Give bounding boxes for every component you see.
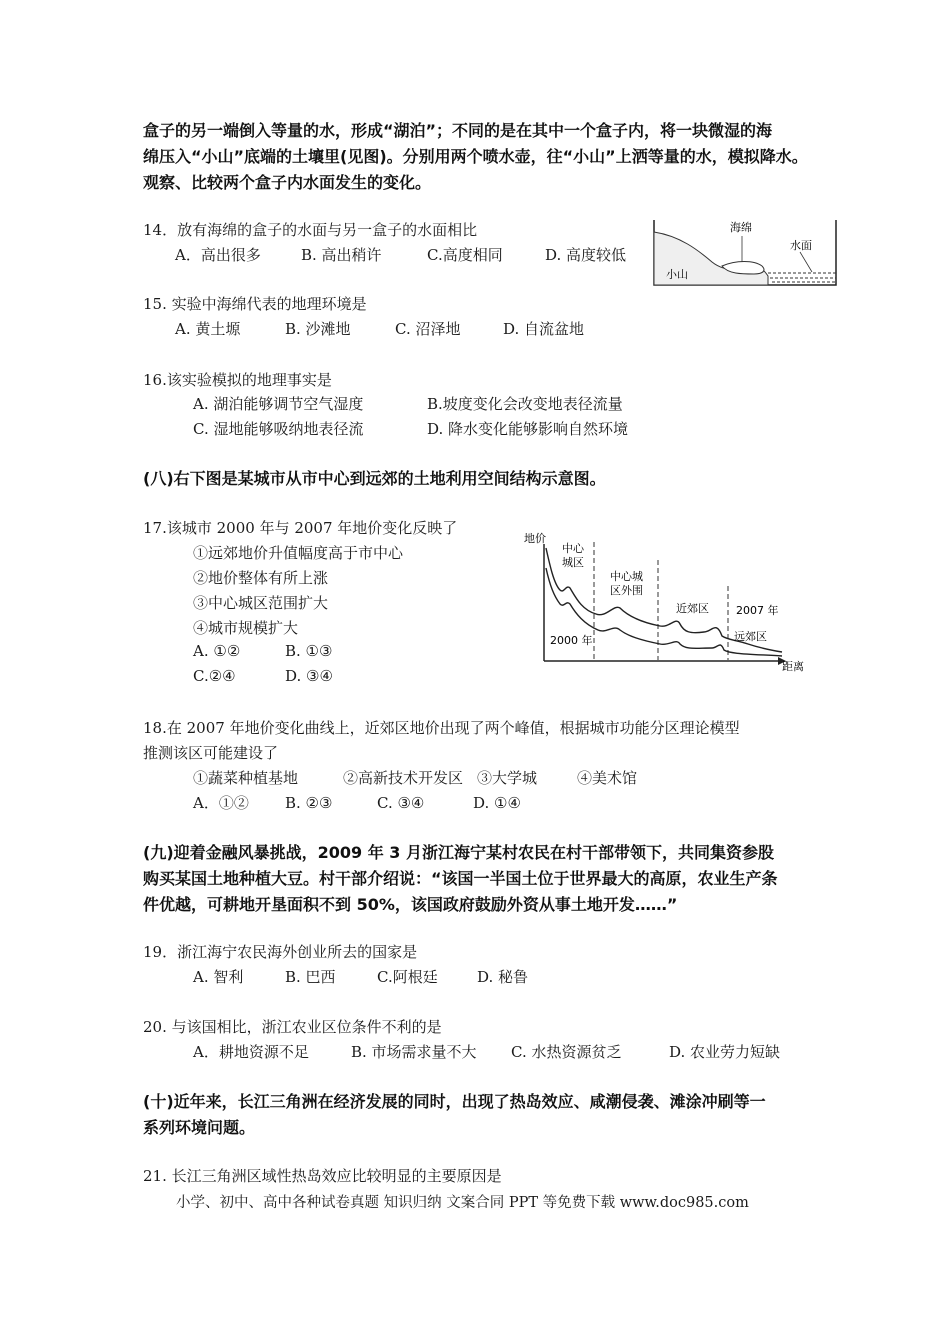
q14-option-b: B. 高出稍许 (301, 246, 382, 264)
q15-option-c: C. 沼泽地 (395, 320, 461, 338)
water-surface-label: 水面 (790, 239, 812, 252)
section-9-line-2: 购买某国土地种植大豆。村干部介绍说：“该国一半国土位于世界最大的高原，农业生产条 (143, 869, 778, 888)
section-8-heading: (八)右下图是某城市从市中心到远郊的土地利用空间结构示意图。 (143, 469, 606, 488)
q18-item-1: ①蔬菜种植基地 (193, 769, 299, 787)
section-10-line-1: (十)近年来，长江三角洲在经济发展的同时，出现了热岛效应、咸潮侵袭、滩涂冲刷等一 (143, 1092, 766, 1111)
zone-center-line1: 中心 (562, 542, 584, 555)
q14-option-a: A．高出很多 (175, 246, 261, 264)
q15-option-d: D. 自流盆地 (503, 320, 585, 338)
q17-option-b: B. ①③ (285, 642, 333, 660)
series-2000-label: 2000 年 (550, 634, 593, 647)
q17-option-c: C.②④ (193, 667, 236, 685)
zone-periphery-line1: 中心城 (610, 570, 643, 583)
q20-option-d: D. 农业劳力短缺 (669, 1043, 781, 1061)
q17-options-row-2 (193, 667, 333, 685)
y-axis-label: 地价 (524, 532, 546, 545)
q17-option-d: D. ③④ (285, 667, 333, 685)
q17-options-row-1 (193, 642, 332, 660)
zone-suburb: 近郊区 (676, 602, 709, 615)
q18-option-b: B. ②③ (285, 794, 333, 812)
q19-options (193, 966, 528, 987)
q14-options (175, 244, 626, 265)
intro-line-1: 盒子的另一端倒入等量的水，形成“湖泊”；不同的是在其中一个盒子内，将一块微湿的海 (143, 121, 773, 140)
intro-line-3: 观察、比较两个盒子内水面发生的变化。 (143, 173, 432, 192)
q17-item-4: ④城市规模扩大 (193, 619, 299, 637)
q21-stem: 21. 长江三角洲区域性热岛效应比较明显的主要原因是 (143, 1167, 502, 1185)
q18-item-2: ②高新技术开发区 (343, 769, 464, 787)
q16-option-d: D. 降水变化能够影响自然环境 (427, 420, 629, 438)
q17-stem: 17.该城市 2000 年与 2007 年地价变化反映了 (143, 519, 458, 537)
q20-option-c: C. 水热资源贫乏 (511, 1043, 622, 1061)
q19-option-c: C.阿根廷 (377, 968, 438, 986)
q18-option-c: C. ③④ (377, 794, 425, 812)
series-2007-label: 2007 年 (736, 604, 779, 617)
q17-item-3: ③中心城区范围扩大 (193, 594, 329, 612)
q17-option-a: A. ①② (193, 642, 241, 660)
section-9-line-1: (九)迎着金融风暴挑战，2009 年 3 月浙江海宁某村农民在村干部带领下，共同集资参股 (143, 843, 775, 862)
q14-stem: 14．放有海绵的盒子的水面与另一盒子的水面相比 (143, 221, 478, 239)
q16-option-a: A. 湖泊能够调节空气湿度 (193, 395, 364, 413)
q20-option-a: A．耕地资源不足 (193, 1043, 309, 1061)
q18-item-4: ④美术馆 (577, 769, 638, 787)
q19-option-a: A. 智利 (193, 968, 244, 986)
q15-stem: 15. 实验中海绵代表的地理环境是 (143, 295, 367, 313)
q18-items (193, 767, 637, 788)
q20-options (193, 1041, 780, 1062)
q16-option-b: B.坡度变化会改变地表径流量 (427, 395, 623, 413)
q15-option-a: A. 黄土塬 (175, 320, 241, 338)
q18-options (193, 792, 521, 813)
q15-options (175, 318, 584, 339)
q18-option-a: A．①② (193, 794, 249, 812)
q17-item-2: ②地价整体有所上涨 (193, 569, 329, 587)
q18-option-d: D. ①④ (473, 794, 521, 812)
zone-outer-suburb: 远郊区 (734, 630, 767, 643)
q14-option-c: C.高度相同 (427, 246, 503, 264)
intro-line-2: 绵压入“小山”底端的土壤里(见图)。分别用两个喷水壶，往“小山”上洒等量的水，模拟降水。 (143, 147, 808, 166)
q19-option-b: B. 巴西 (285, 968, 336, 986)
section-10-line-2: 系列环境问题。 (143, 1118, 256, 1137)
q15-option-b: B. 沙滩地 (285, 320, 351, 338)
q20-stem: 20. 与该国相比，浙江农业区位条件不利的是 (143, 1018, 442, 1036)
section-9-line-3: 件优越，可耕地开垦面积不到 50%，该国政府鼓励外资从事土地开发……” (143, 895, 678, 914)
q18-stem-line-2: 推测该区可能建设了 (143, 744, 279, 762)
q20-option-b: B. 市场需求量不大 (351, 1043, 477, 1061)
hill-label: 小山 (666, 268, 688, 281)
sponge-label: 海绵 (730, 221, 752, 234)
q16-option-c: C. 湿地能够吸纳地表径流 (193, 420, 364, 438)
q18-item-3: ③大学城 (477, 769, 538, 787)
q16-stem: 16.该实验模拟的地理事实是 (143, 371, 332, 389)
q14-option-d: D. 高度较低 (545, 246, 627, 264)
page-footer: 小学、初中、高中各种试卷真题 知识归纳 文案合同 PPT 等免费下载 www.doc985.com (176, 1195, 749, 1211)
q18-stem-line-1: 18.在 2007 年地价变化曲线上，近郊区地价出现了两个峰值，根据城市功能分区理论模型 (143, 719, 740, 737)
sponge-experiment-figure (650, 216, 840, 288)
x-axis-label: 距离 (782, 660, 804, 673)
zone-center-line2: 城区 (562, 556, 584, 569)
q19-option-d: D. 秘鲁 (477, 968, 529, 986)
land-price-figure (520, 528, 810, 676)
q19-stem: 19．浙江海宁农民海外创业所去的国家是 (143, 943, 418, 961)
zone-periphery-line2: 区外围 (610, 584, 643, 597)
q17-item-1: ①远郊地价升值幅度高于市中心 (193, 544, 404, 562)
